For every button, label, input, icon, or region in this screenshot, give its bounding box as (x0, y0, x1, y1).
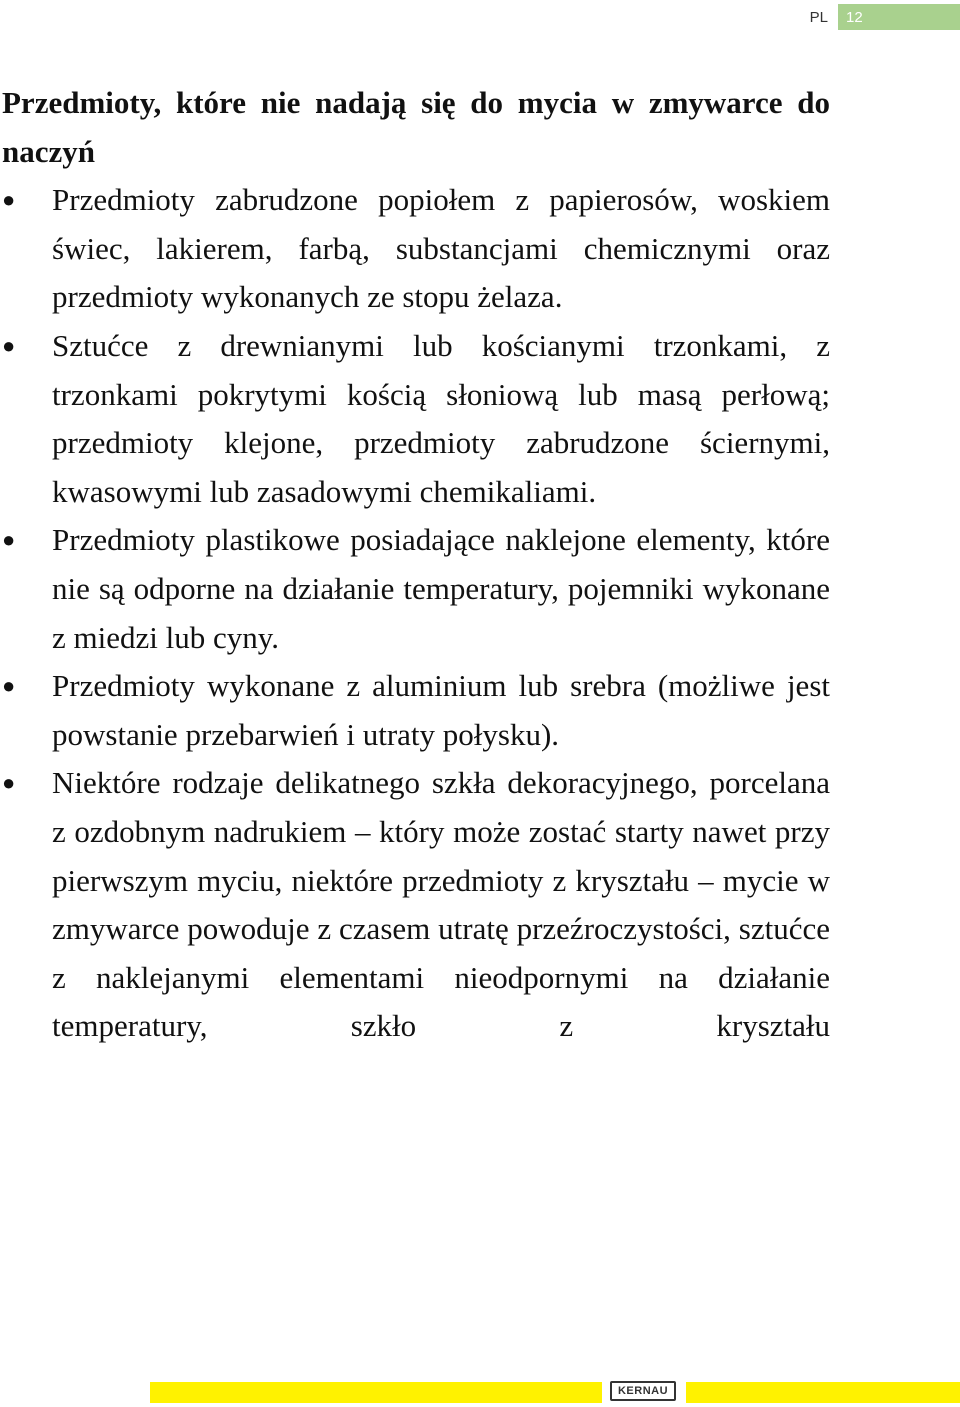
item-list (2, 176, 830, 1051)
list-item (2, 662, 830, 759)
list-item (2, 176, 830, 322)
brand-name: KERNAU (617, 1385, 669, 1397)
list-item-text: Przedmioty zabrudzone popiołem z papierosów, woskiem świec, lakierem, farbą, substancjami chemicznymi oraz przedmioty wykonanych ze stopu żelaza. (52, 182, 830, 315)
list-item-text: Sztućce z drewnianymi lub kościanymi trzonkami, z trzonkami pokrytymi kością słoniową lub masą perłową; przedmioty klejone, przedmioty zabrudzone ściernymi, kwasowymi lub zasadowymi chemikaliami. (52, 327, 830, 509)
list-item-text: Przedmioty wykonane z aluminium lub srebra (możliwe jest powstanie przebarwień i utraty połysku). (52, 668, 830, 752)
list-item (2, 322, 830, 516)
bullet-icon: ● (2, 332, 16, 358)
section-title: Przedmioty, które nie nadają się do mycia w zmywarce do naczyń (2, 85, 830, 169)
brand-logo (610, 1381, 676, 1401)
list-item-text: Niektóre rodzaje delikatnego szkła dekoracyjnego, porcelana z ozdobnym nadrukiem – który może zostać starty nawet przy pierwszym myciu, niektóre przedmioty z kryształu – mycie w zmywarce powoduje z czasem utratę przeźroczystości, sztućce z naklejanymi elementami nieodpornymi na działanie temperatury, szkło z kryształu (52, 765, 830, 1044)
list-item (2, 759, 830, 1051)
list-item (2, 516, 830, 662)
page-number: 12 (846, 8, 863, 26)
footer-accent-bar-right (686, 1382, 960, 1403)
bullet-icon: ● (2, 770, 16, 796)
bullet-icon: ● (2, 527, 16, 553)
language-label: PL (809, 8, 828, 26)
page-number-box (838, 4, 960, 30)
bullet-icon: ● (2, 673, 16, 699)
list-item-text: Przedmioty plastikowe posiadające naklejone elementy, które nie są odporne na działanie temperatury, pojemniki wykonane z miedzi lub cyny. (52, 522, 830, 655)
page-header (810, 4, 960, 30)
bullet-icon: ● (2, 187, 16, 213)
footer-accent-bar (150, 1382, 602, 1403)
manual-section (2, 79, 830, 1051)
